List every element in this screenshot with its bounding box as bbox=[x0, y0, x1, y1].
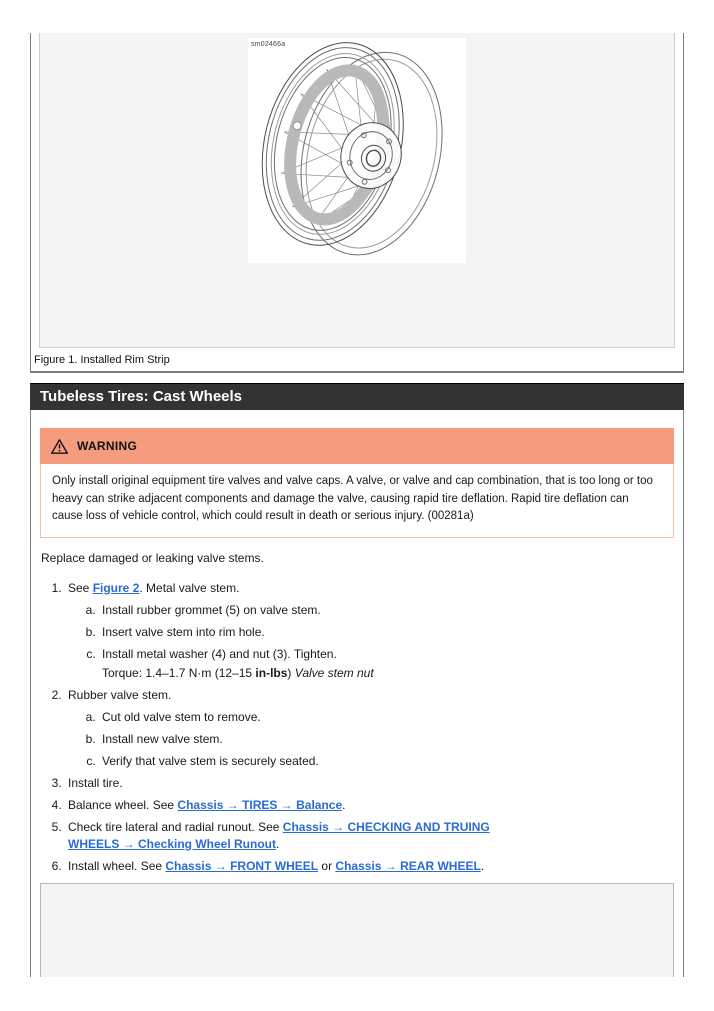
figure-1-image-area bbox=[39, 33, 675, 348]
text-run: See bbox=[68, 580, 93, 595]
procedure-steps-list bbox=[45, 580, 497, 875]
text-run: Check tire lateral and radial runout. See bbox=[68, 819, 283, 834]
text-run: . bbox=[276, 836, 280, 851]
step-item bbox=[65, 858, 497, 875]
step-item bbox=[65, 819, 497, 853]
text-run: Torque: 1.4–1.7 N·m (12–15 bbox=[102, 665, 256, 680]
text-run: Install wheel. See bbox=[68, 858, 166, 873]
warning-header bbox=[40, 428, 674, 464]
step-item bbox=[65, 580, 497, 682]
substep-item bbox=[99, 753, 497, 770]
section-title: Tubeless Tires: Cast Wheels bbox=[40, 388, 243, 405]
italic-text: Valve stem nut bbox=[294, 665, 374, 680]
substeps-list bbox=[77, 602, 497, 682]
step-item bbox=[65, 775, 497, 792]
figure-image-id-label: sm02466a bbox=[251, 41, 286, 48]
text-run: Install metal washer (4) and nut (3). Tighten. bbox=[102, 646, 337, 661]
warning-callout bbox=[40, 428, 674, 538]
warning-triangle-icon bbox=[50, 438, 69, 455]
text-run: . bbox=[342, 797, 346, 812]
text-run: . bbox=[480, 858, 485, 873]
text-run: Rubber valve stem. bbox=[68, 687, 172, 702]
cross-reference-link[interactable]: Chassis → FRONT WHEEL bbox=[165, 858, 319, 873]
laced-wheel-illustration-icon bbox=[248, 38, 466, 263]
cross-reference-link[interactable]: Figure 2 bbox=[92, 580, 140, 595]
substeps-list bbox=[77, 709, 497, 770]
figure-1-image bbox=[248, 38, 466, 263]
text-run: Balance wheel. See bbox=[68, 797, 178, 812]
cross-reference-link[interactable]: Chassis → REAR WHEEL bbox=[335, 858, 481, 873]
text-run: Insert valve stem into rim hole. bbox=[102, 624, 265, 639]
section-title-bar bbox=[30, 383, 684, 410]
cross-reference-link[interactable]: Chassis → CHECKING AND TRUING WHEELS → Checking Wheel Runout bbox=[68, 819, 490, 851]
substep-item bbox=[99, 624, 497, 641]
figure-2-container-clipped bbox=[40, 883, 674, 978]
warning-text: Only install original equipment tire valves and valve caps. A valve, or valve and cap combination, that is too long or too heavy can strike adjacent components and damage the valve, causing rapid tire deflation. Rapid tire deflation can cause loss of vehicle control, which could result in death or serious injury. (00281a) bbox=[40, 464, 674, 538]
substep-item bbox=[99, 731, 497, 748]
figure-1-caption: Figure 1. Installed Rim Strip bbox=[34, 354, 170, 366]
torque-spec bbox=[102, 665, 497, 682]
warning-title: WARNING bbox=[77, 439, 138, 453]
step-item bbox=[65, 687, 497, 770]
cross-reference-link[interactable]: Chassis → TIRES → Balance bbox=[177, 797, 343, 812]
text-run: Verify that valve stem is securely seated. bbox=[102, 753, 319, 768]
intro-paragraph: Replace damaged or leaking valve stems. bbox=[41, 550, 264, 565]
text-run: Install new valve stem. bbox=[102, 731, 223, 746]
step-item bbox=[65, 797, 497, 814]
text-run: Install tire. bbox=[68, 775, 123, 790]
substep-item bbox=[99, 602, 497, 619]
substep-item bbox=[99, 646, 497, 682]
text-run: . Metal valve stem. bbox=[139, 580, 240, 595]
section-body bbox=[30, 410, 684, 977]
substep-item bbox=[99, 709, 497, 726]
text-run: Cut old valve stem to remove. bbox=[102, 709, 261, 724]
bold-text: in-lbs bbox=[255, 665, 288, 680]
figure-1-container bbox=[30, 33, 684, 373]
text-run: or bbox=[318, 858, 336, 873]
text-run: Install rubber grommet (5) on valve stem. bbox=[102, 602, 321, 617]
text-run: ) bbox=[287, 665, 295, 680]
